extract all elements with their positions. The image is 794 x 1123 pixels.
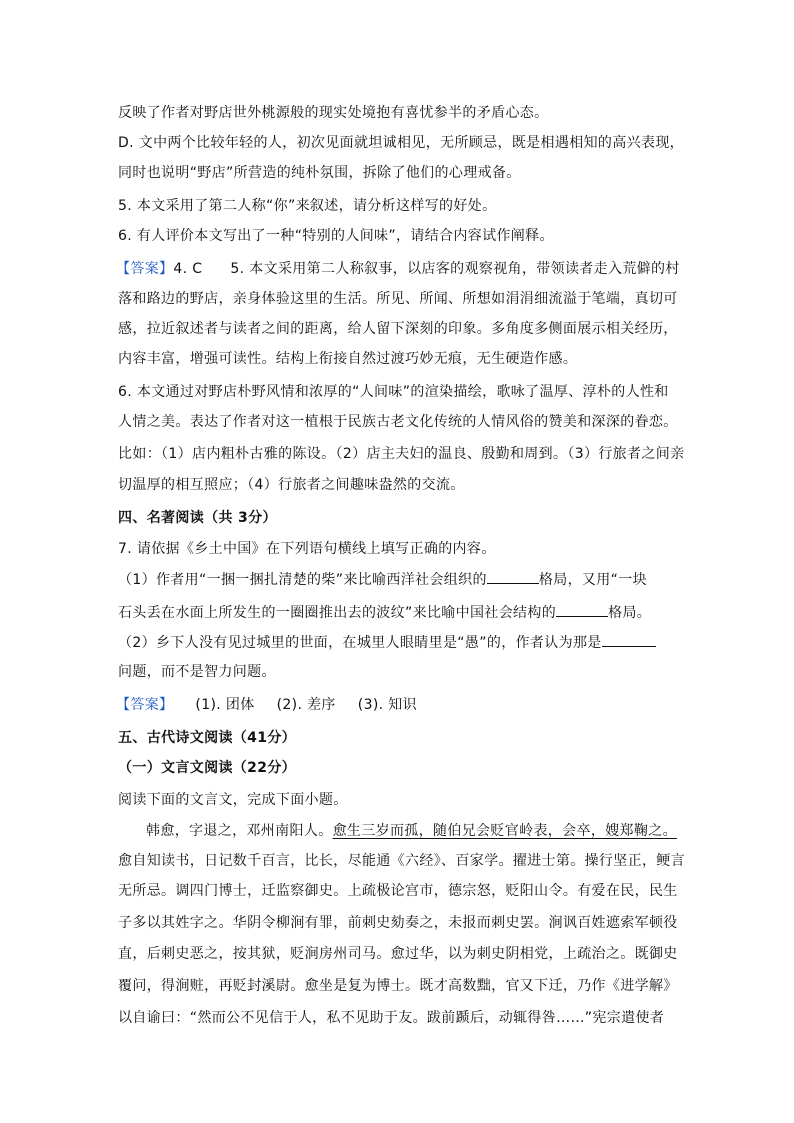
sentence-text: （2）乡下人没有见过城里的世面，在城里人眼睛里是“愚”的，作者认为那是 [118,635,602,651]
answer-5-text: 5. 本文采用第二人称叙事，以店客的观察视角，带领读者走入荒僻的村 [230,261,680,277]
option-d: D. 文中两个比较年轻的人，初次见面就坦诚相见，无所顾忌，既是相遇相知的高兴表现， [118,135,685,151]
passage-line: 子多以其姓字之。华阴令柳涧有罪，前刺史劾奏之，未报而刺史罢。涧讽百姓遮索军顿役 [118,915,678,931]
sentence-text: 格局。 [608,605,652,621]
answer-text-line: 感，拉近叙述者与读者之间的距离，给人留下深刻的印象。多角度多侧面展示相关经历， [118,321,678,337]
passage-line: 覆问，得涧赃，再贬封溪尉。愈坐是复为博士。既才高数黜，官又下迁，乃作《进学解》 [118,978,678,994]
subsection-heading: （一）文言文阅读（22分） [118,760,297,776]
answer-7-1: (1). 团体 [195,697,255,713]
passage-text: 韩愈，字退之，邓州南阳人。 [146,823,333,839]
sentence-text: 石头丢在水面上所发生的一圈圈推出去的波纹”来比喻中国社会结构的 [118,605,557,621]
answer-text-line: 比如：（1）店内粗朴古雅的陈设。（2）店主夫妇的温良、殷勤和周到。（3）行旅者之间亲 [118,446,685,462]
question-7-1 [118,569,647,590]
answer-line [116,259,680,279]
question-7: 7. 请依据《乡土中国》在下列语句横线上填写正确的内容。 [118,541,496,557]
sentence-text: 格局，又用“一块 [538,572,647,588]
question-6: 6. 有人评价本文写出了一种“特别的人间味”，请结合内容试作阐释。 [118,228,554,244]
underlined-sentence: 愈生三岁而孤，随伯兄会贬官岭表，会卒，嫂郑鞠之。 [332,823,677,839]
answer-7-3: (3). 知识 [357,697,417,713]
answer-6-text: 6. 本文通过对野店朴野风情和浓厚的“人间味”的渲染描绘，歌咏了温厚、淳朴的人性和 [118,384,669,400]
answer-tag: 【答案】 [116,261,174,277]
fill-blank [556,602,608,617]
passage-line: 以自谕曰：“然而公不见信于人，私不见助于友。跋前踬后，动辄得咎……”宪宗遣使者 [118,1010,665,1026]
answer-text-line: 内容丰富，增强可读性。结构上衔接自然过渡巧妙无痕，无生硬造作感。 [118,351,578,367]
passage-line [146,821,677,841]
answer-text-line: 切温厚的相互照应；（4）行旅者之间趣味盎然的交流。 [118,477,465,493]
answer-4: 4. C [173,261,203,277]
fill-blank [602,632,656,647]
text-line: 同时也说明“野店”所营造的纯朴氛围，拆除了他们的心理戒备。 [118,165,521,181]
answer-text-line: 落和路边的野店，亲身体验这里的生活。所见、所闻、所想如涓涓细流溢于笔端，真切可 [118,291,678,307]
text-line: 反映了作者对野店世外桃源般的现实处境抱有喜忧参半的矛盾心态。 [118,105,549,121]
section-5-heading: 五、古代诗文阅读（41分） [118,730,297,746]
fill-blank [487,569,539,584]
passage-line: 无所忌。调四门博士，迁监察御史。上疏极论宫市，德宗怒，贬阳山令。有爱在民，民生 [118,883,678,899]
passage-line: 愈自知读书，日记数千百言，比长，尽能通《六经》、百家学。擢进士第。操行坚正，鲠言 [118,853,685,869]
answer-text-line: 人情之美。表达了作者对这一植根于民族古老文化传统的人情风俗的赞美和深深的眷恋。 [118,414,678,430]
answer-7-2: (2). 差序 [276,697,336,713]
question-5: 5. 本文采用了第二人称“你”来叙述，请分析这样写的好处。 [118,198,497,214]
question-7-2-cont: 问题，而不是智力问题。 [118,664,276,680]
passage-line: 直，后刺史恶之，按其狱，贬涧房州司马。愈过华，以为刺史阴相党，上疏治之。既御史 [118,946,678,962]
section-4-heading: 四、名著阅读（共 3分） [118,510,277,526]
answer-7-line [116,695,417,715]
reading-instruction: 阅读下面的文言文，完成下面小题。 [118,792,348,808]
question-7-1-cont [118,602,651,623]
question-7-2 [118,632,656,653]
sentence-text: （1）作者用“一捆一捆扎清楚的柴”来比喻西洋社会组织的 [118,572,487,588]
answer-tag: 【答案】 [116,697,174,713]
